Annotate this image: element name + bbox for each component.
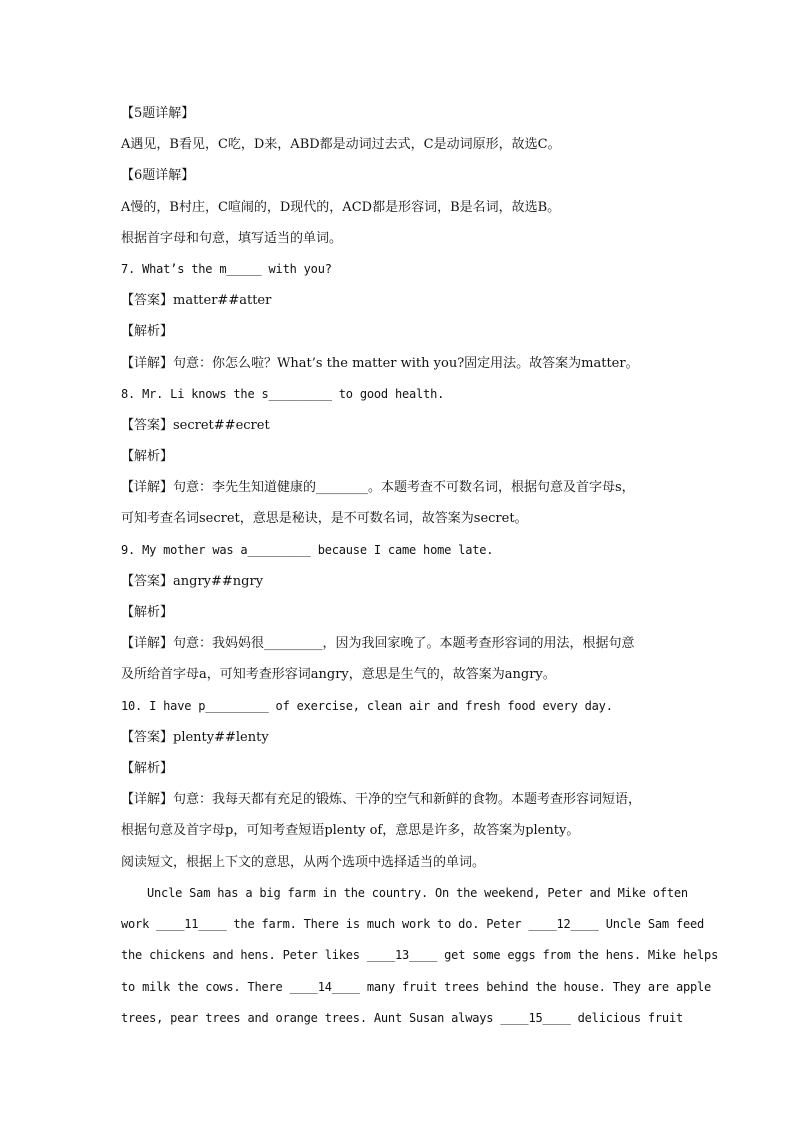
text-line: 【5题详解】 xyxy=(121,106,195,121)
blank-number: ____15____ xyxy=(500,1010,571,1025)
blank-number: ____14____ xyxy=(289,979,360,994)
passage-text: Uncle Sam feed xyxy=(598,917,705,932)
passage-text: get some eggs from the hens. Mike helps xyxy=(437,948,719,963)
text-line: 【答案】angry##ngry xyxy=(121,573,264,589)
text-line: 【答案】secret##ecret xyxy=(121,417,270,433)
text-line: 10. I have p_________ of exercise, clean air and fresh food every day. xyxy=(121,698,613,713)
text-line: 【解析】 xyxy=(121,605,174,620)
passage-text: the farm. There is much work to do. Peter xyxy=(226,917,529,932)
passage-text: work xyxy=(121,917,157,932)
text-line: 7. What’s the m_____ with you? xyxy=(121,261,332,276)
text-line: 根据首字母和句意，填写适当的单词。 xyxy=(121,230,343,246)
text-line: 9. My mother was a_________ because I came home late. xyxy=(121,542,494,557)
text-line: 根据句意及首字母p，可知考查短语plenty of，意思是许多，故答案为plenty。 xyxy=(121,823,580,839)
text-line: 可知考查名词secret，意思是秘诀，是不可数名词，故答案为secret。 xyxy=(121,511,528,527)
text-line: 【解析】 xyxy=(121,760,174,776)
text-line: 【解析】 xyxy=(121,324,174,340)
passage-line xyxy=(121,972,712,1003)
text-line: 8. Mr. Li knows the s_________ to good health. xyxy=(121,386,445,401)
text-line: 【详解】句意：我妈妈很_________，因为我回家晚了。本题考查形容词的用法，根据句意 xyxy=(121,636,635,652)
passage-text: delicious fruit xyxy=(570,1010,683,1025)
passage-text: to milk the cows. There xyxy=(121,979,290,994)
passage-text: trees, pear trees and orange trees. Aunt Susan always xyxy=(121,1010,501,1025)
text-line: A慢的，B村庄，C喧闹的，D现代的，ACD都是形容词，B是名词，故选B。 xyxy=(121,199,561,215)
blank-number: ____12____ xyxy=(528,917,599,932)
text-line: 【6题详解】 xyxy=(121,168,195,184)
passage-line xyxy=(121,1003,681,1034)
passage-line xyxy=(121,909,705,940)
blank-number: ____11____ xyxy=(156,917,227,932)
text-line: 【详解】句意：你怎么啦？What’s the matter with you?固定用法。故答案为matter。 xyxy=(121,355,639,371)
passage-text: many fruit trees behind the house. They are apple xyxy=(359,979,712,994)
reading-passage xyxy=(121,878,719,1034)
text-line: 【答案】plenty##lenty xyxy=(121,729,269,745)
text-line: 【答案】matter##atter xyxy=(121,293,272,309)
text-line: 【解析】 xyxy=(121,449,174,465)
text-line: 及所给首字母a，可知考查形容词angry，意思是生气的，故答案为angry。 xyxy=(121,667,556,683)
passage-text: the chickens and hens. Peter likes xyxy=(121,948,367,963)
text-line: 【详解】句意：我每天都有充足的锻炼、干净的空气和新鲜的食物。本题考查形容词短语， xyxy=(121,792,642,808)
passage-text: Uncle Sam has a big farm in the country. On the weekend, Peter and Mike often xyxy=(147,886,688,900)
passage-line xyxy=(121,940,719,971)
document-content xyxy=(121,98,681,878)
text-line: 阅读短文，根据上下文的意思，从两个选项中选择适当的单词。 xyxy=(121,854,486,870)
text-line: 【详解】句意：李先生知道健康的________。本题考查不可数名词，根据句意及首字母s， xyxy=(121,480,635,496)
blank-number: ____13____ xyxy=(366,948,438,963)
text-line: A遇见，B看见，C吃，D来，ABD都是动词过去式，C是动词原形，故选C。 xyxy=(121,137,561,153)
passage-line xyxy=(121,878,688,909)
